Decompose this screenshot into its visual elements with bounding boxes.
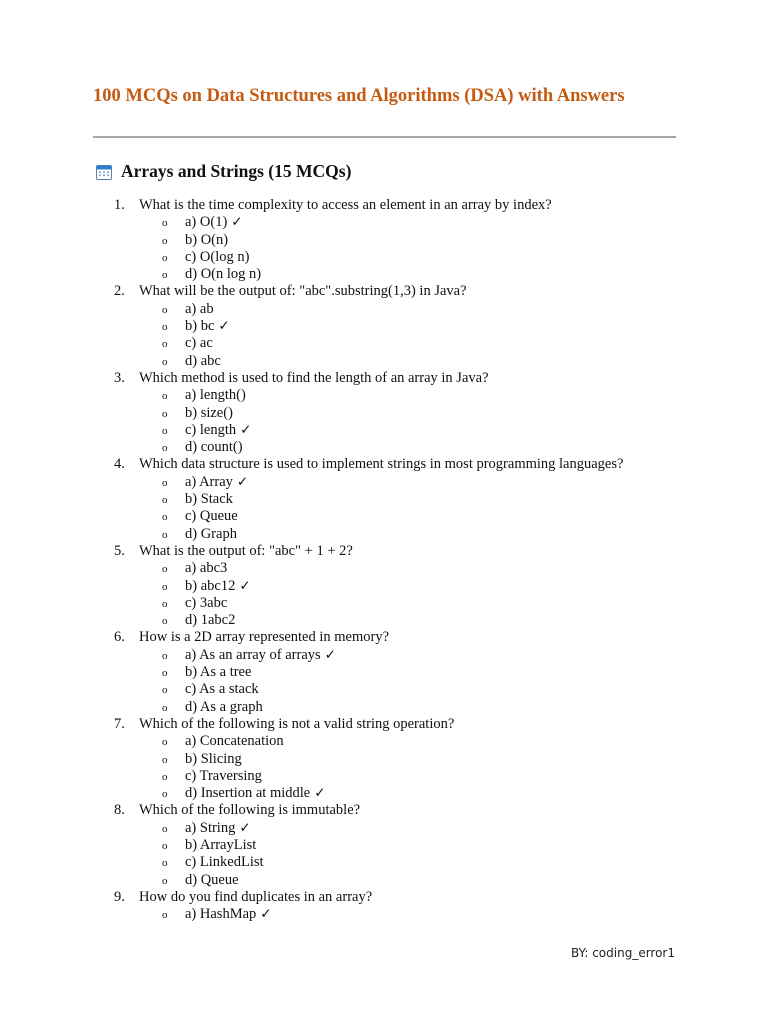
option-text <box>185 353 221 370</box>
option-label: a) String <box>185 819 236 836</box>
circle-bullet-icon: o <box>162 580 168 593</box>
option-text <box>185 491 233 508</box>
question-row <box>0 802 768 819</box>
circle-bullet-icon: o <box>162 528 168 541</box>
option-text <box>185 854 264 871</box>
circle-bullet-icon: o <box>162 303 168 316</box>
option-label: b) As a tree <box>185 664 252 681</box>
option-list <box>0 474 768 543</box>
option-label: d) count() <box>185 439 243 456</box>
circle-bullet-icon: o <box>162 234 168 247</box>
circle-bullet-icon: o <box>162 839 168 852</box>
question-text: Which of the following is immutable? <box>139 802 361 819</box>
circle-bullet-icon: o <box>162 684 168 697</box>
answer-option <box>0 491 768 508</box>
option-text <box>185 318 230 335</box>
option-text <box>185 335 213 352</box>
option-text <box>185 872 239 889</box>
option-label: c) LinkedList <box>185 854 264 871</box>
question-text: How do you find duplicates in an array? <box>139 888 373 905</box>
option-text <box>185 595 227 612</box>
option-label: c) length <box>185 421 237 438</box>
checkmark-icon: ✓ <box>239 577 251 594</box>
checkmark-icon: ✓ <box>231 214 243 231</box>
option-label: b) Slicing <box>185 750 242 767</box>
answer-option <box>0 266 768 283</box>
option-text <box>185 526 237 543</box>
question-item <box>0 370 768 456</box>
question-row <box>0 197 768 214</box>
section-heading <box>96 161 351 182</box>
option-label: d) Queue <box>185 871 239 888</box>
circle-bullet-icon: o <box>162 909 168 922</box>
option-label: a) Concatenation <box>185 733 284 750</box>
option-list <box>0 820 768 889</box>
option-text <box>185 733 284 750</box>
option-text <box>185 837 256 854</box>
option-text <box>185 785 326 802</box>
checkmark-icon: ✓ <box>239 819 251 836</box>
circle-bullet-icon: o <box>162 857 168 870</box>
answer-option <box>0 820 768 837</box>
question-row <box>0 283 768 300</box>
question-item <box>0 716 768 802</box>
answer-option <box>0 405 768 422</box>
option-label: a) As an array of arrays <box>185 646 321 663</box>
option-text <box>185 560 227 577</box>
question-text: What is the time complexity to access an element in an array by index? <box>139 197 552 213</box>
circle-bullet-icon: o <box>162 494 168 507</box>
option-label: a) O(1) <box>185 214 228 231</box>
option-text <box>185 474 248 491</box>
question-text: What is the output of: "abc" + 1 + 2? <box>139 542 353 559</box>
checkmark-icon: ✓ <box>218 318 230 335</box>
question-item <box>0 543 768 629</box>
option-label: c) 3abc <box>185 594 228 611</box>
circle-bullet-icon: o <box>162 355 168 368</box>
option-label: c) Traversing <box>185 767 262 784</box>
circle-bullet-icon: o <box>162 511 168 524</box>
option-text <box>185 906 272 923</box>
circle-bullet-icon: o <box>162 736 168 749</box>
option-text <box>185 301 214 318</box>
question-list <box>0 197 768 923</box>
answer-option <box>0 439 768 456</box>
option-label: b) abc12 <box>185 577 236 594</box>
circle-bullet-icon: o <box>162 753 168 766</box>
question-row <box>0 543 768 560</box>
circle-bullet-icon: o <box>162 476 168 489</box>
question-number: 7. <box>114 715 125 732</box>
answer-option <box>0 474 768 491</box>
option-text <box>185 768 262 785</box>
answer-option <box>0 578 768 595</box>
option-list <box>0 301 768 370</box>
circle-bullet-icon: o <box>162 269 168 282</box>
option-text <box>185 405 233 422</box>
question-text: What will be the output of: "abc".substring(1,3) in Java? <box>139 283 467 300</box>
circle-bullet-icon: o <box>162 390 168 403</box>
option-text <box>185 249 249 266</box>
option-label: d) Insertion at middle <box>185 785 311 802</box>
option-label: c) As a stack <box>185 681 259 698</box>
option-text <box>185 439 243 456</box>
question-item <box>0 802 768 888</box>
circle-bullet-icon: o <box>162 563 168 576</box>
answer-option <box>0 353 768 370</box>
circle-bullet-icon: o <box>162 770 168 783</box>
question-number: 3. <box>114 369 125 386</box>
circle-bullet-icon: o <box>162 667 168 680</box>
answer-option <box>0 301 768 318</box>
option-text <box>185 214 243 231</box>
circle-bullet-icon: o <box>162 701 168 714</box>
question-text: How is a 2D array represented in memory? <box>139 629 390 646</box>
document-title: 100 MCQs on Data Structures and Algorithms (DSA) with Answers <box>93 86 625 106</box>
question-row <box>0 629 768 646</box>
checkmark-icon: ✓ <box>314 785 326 802</box>
question-row <box>0 370 768 387</box>
circle-bullet-icon: o <box>162 407 168 420</box>
option-label: a) HashMap <box>185 906 257 923</box>
question-row <box>0 456 768 473</box>
question-item <box>0 629 768 715</box>
question-row <box>0 716 768 733</box>
question-item <box>0 283 768 369</box>
question-text: Which data structure is used to implement strings in most programming languages? <box>139 456 624 473</box>
circle-bullet-icon: o <box>162 615 168 628</box>
answer-option <box>0 664 768 681</box>
section-title: Arrays and Strings (15 MCQs) <box>121 161 352 181</box>
question-row <box>0 889 768 906</box>
circle-bullet-icon: o <box>162 822 168 835</box>
answer-option <box>0 681 768 698</box>
checkmark-icon: ✓ <box>324 646 336 663</box>
checkmark-icon: ✓ <box>240 421 252 438</box>
question-item <box>0 889 768 924</box>
answer-option <box>0 595 768 612</box>
option-list <box>0 906 768 923</box>
answer-option <box>0 837 768 854</box>
answer-option <box>0 508 768 525</box>
option-label: b) size() <box>185 404 233 421</box>
option-text <box>185 578 251 595</box>
answer-option <box>0 526 768 543</box>
option-text <box>185 612 235 629</box>
question-number: 2. <box>114 283 125 300</box>
circle-bullet-icon: o <box>162 874 168 887</box>
question-number: 4. <box>114 456 125 473</box>
answer-option <box>0 422 768 439</box>
checkmark-icon: ✓ <box>260 906 272 923</box>
option-label: c) ac <box>185 335 213 352</box>
answer-option <box>0 906 768 923</box>
answer-option <box>0 335 768 352</box>
question-text: Which of the following is not a valid string operation? <box>139 715 455 732</box>
circle-bullet-icon: o <box>162 649 168 662</box>
circle-bullet-icon: o <box>162 442 168 455</box>
option-list <box>0 387 768 456</box>
answer-option <box>0 751 768 768</box>
option-text <box>185 751 242 768</box>
question-number: 8. <box>114 802 125 819</box>
question-item <box>0 197 768 283</box>
author-credit: BY: coding_error1 <box>571 946 675 960</box>
answer-option <box>0 214 768 231</box>
option-text <box>185 508 238 525</box>
option-label: a) length() <box>185 387 246 404</box>
option-text <box>185 699 263 716</box>
option-label: d) 1abc2 <box>185 612 236 629</box>
answer-option <box>0 249 768 266</box>
circle-bullet-icon: o <box>162 338 168 351</box>
option-label: d) abc <box>185 352 221 369</box>
circle-bullet-icon: o <box>162 321 168 334</box>
option-label: a) abc3 <box>185 560 228 577</box>
option-list <box>0 647 768 716</box>
title-divider <box>93 136 676 138</box>
option-list <box>0 560 768 629</box>
answer-option <box>0 647 768 664</box>
option-label: a) Array <box>185 473 233 490</box>
question-item <box>0 456 768 542</box>
option-text <box>185 820 251 837</box>
calendar-icon <box>96 164 112 180</box>
option-text <box>185 681 259 698</box>
answer-option <box>0 318 768 335</box>
answer-option <box>0 854 768 871</box>
option-label: a) ab <box>185 300 214 317</box>
answer-option <box>0 387 768 404</box>
checkmark-icon: ✓ <box>236 473 249 490</box>
circle-bullet-icon: o <box>162 788 168 801</box>
circle-bullet-icon: o <box>162 597 168 610</box>
option-label: d) O(n log n) <box>185 266 262 283</box>
question-number: 9. <box>114 888 125 905</box>
option-label: b) bc <box>185 318 215 335</box>
question-number: 6. <box>114 629 125 646</box>
option-label: b) Stack <box>185 491 233 508</box>
option-list <box>0 733 768 802</box>
option-text <box>185 422 251 439</box>
answer-option <box>0 232 768 249</box>
option-text <box>185 647 336 664</box>
option-label: d) Graph <box>185 525 237 542</box>
answer-option <box>0 872 768 889</box>
option-label: c) O(log n) <box>185 248 250 265</box>
option-text <box>185 387 246 404</box>
question-text: Which method is used to find the length of an array in Java? <box>139 369 489 386</box>
option-text <box>185 266 261 283</box>
option-text <box>185 232 228 249</box>
option-label: c) Queue <box>185 508 238 525</box>
option-label: b) O(n) <box>185 231 229 248</box>
circle-bullet-icon: o <box>162 424 168 437</box>
option-list <box>0 214 768 283</box>
answer-option <box>0 612 768 629</box>
option-text <box>185 664 251 681</box>
question-number: 1. <box>114 197 125 213</box>
answer-option <box>0 733 768 750</box>
circle-bullet-icon: o <box>162 217 168 230</box>
option-label: d) As a graph <box>185 698 263 715</box>
circle-bullet-icon: o <box>162 251 168 264</box>
answer-option <box>0 560 768 577</box>
answer-option <box>0 699 768 716</box>
question-number: 5. <box>114 542 125 559</box>
answer-option <box>0 785 768 802</box>
option-label: b) ArrayList <box>185 836 257 853</box>
answer-option <box>0 768 768 785</box>
